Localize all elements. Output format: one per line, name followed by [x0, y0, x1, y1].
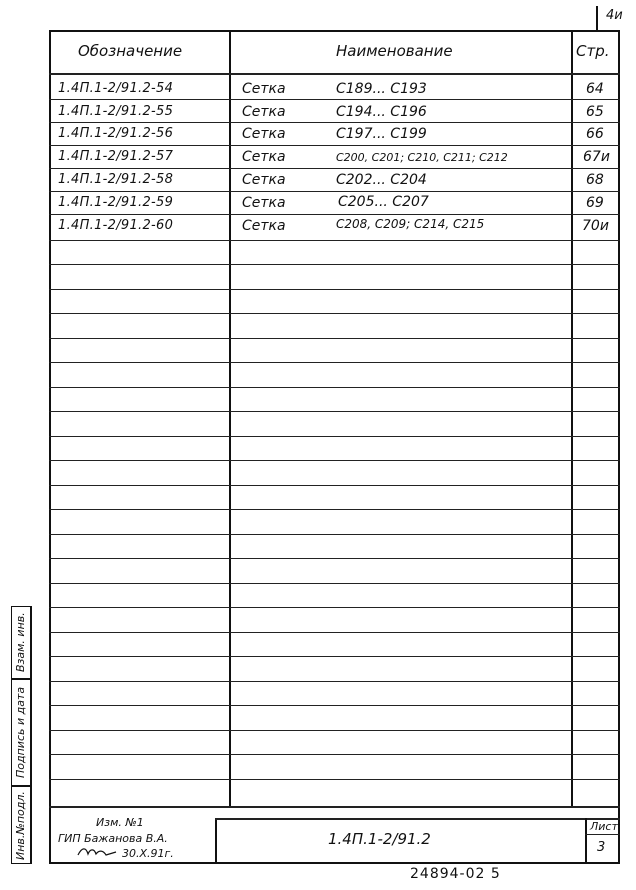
chief-engineer-line: ГИП Бажанова В.А. — [58, 832, 168, 845]
row-line — [49, 214, 620, 215]
row-item: Сетка — [242, 172, 286, 188]
row-page: 70и — [582, 218, 609, 234]
row-line — [49, 558, 620, 559]
row-line — [49, 779, 620, 780]
row-line — [49, 607, 620, 608]
row-marks: С205... С207 — [338, 194, 429, 210]
row-line — [49, 240, 620, 241]
row-item: Сетка — [242, 104, 286, 120]
row-marks: С208, С209; С214, С215 — [336, 217, 485, 231]
row-line — [49, 362, 620, 363]
row-line — [49, 436, 620, 437]
row-line — [49, 99, 620, 100]
title-block-divider-right — [585, 818, 587, 864]
row-page: 68 — [586, 172, 604, 188]
row-marks: С200, С201; С210, С211; С212 — [336, 151, 508, 164]
revision-note: Изм. №1 — [96, 816, 144, 829]
row-line — [49, 534, 620, 535]
row-page: 64 — [586, 81, 604, 97]
sheet-cell-divider — [585, 834, 620, 835]
row-line — [49, 632, 620, 633]
row-item: Сетка — [242, 81, 286, 97]
signature-date: 30.X.91г. — [122, 847, 174, 860]
header-page: Стр. — [576, 42, 610, 60]
row-code: 1.4П.1-2/91.2-58 — [58, 172, 174, 187]
row-code: 1.4П.1-2/91.2-55 — [58, 104, 174, 119]
sheet-number: 3 — [597, 840, 606, 855]
row-line — [49, 411, 620, 412]
row-item: Сетка — [242, 149, 286, 165]
row-marks: С194... С196 — [336, 104, 427, 120]
row-line — [49, 387, 620, 388]
document-code: 1.4П.1-2/91.2 — [328, 830, 431, 848]
header-name: Наименование — [336, 42, 453, 60]
row-marks: С197... С199 — [336, 126, 427, 142]
row-line — [49, 754, 620, 755]
title-block-inner-top — [215, 818, 620, 820]
row-line — [49, 730, 620, 731]
side-strip-edge — [30, 606, 32, 864]
side-label-inv: Инв.№подл. — [14, 791, 27, 860]
row-page: 65 — [586, 104, 604, 120]
row-line — [49, 122, 620, 123]
row-line — [49, 485, 620, 486]
footer-number: 24894-02 5 — [410, 866, 501, 882]
row-code: 1.4П.1-2/91.2-60 — [58, 218, 174, 233]
row-line — [49, 313, 620, 314]
row-item: Сетка — [242, 195, 286, 211]
row-item: Сетка — [242, 218, 286, 234]
row-line — [49, 509, 620, 510]
column-divider-1 — [229, 30, 231, 807]
row-line — [49, 460, 620, 461]
row-line — [49, 656, 620, 657]
side-label-signature: Подпись и дата — [14, 686, 27, 778]
row-page: 66 — [586, 126, 604, 142]
row-line — [49, 705, 620, 706]
row-line — [49, 681, 620, 682]
row-code: 1.4П.1-2/91.2-54 — [58, 81, 174, 96]
row-item: Сетка — [242, 126, 286, 142]
row-marks: С202... С204 — [336, 172, 427, 188]
corner-bracket-line — [596, 6, 598, 30]
row-marks: С189... С193 — [336, 81, 427, 97]
row-code: 1.4П.1-2/91.2-57 — [58, 149, 174, 164]
header-designation: Обозначение — [78, 42, 183, 60]
row-line — [49, 583, 620, 584]
row-line — [49, 191, 620, 192]
side-label-replaces: Взам. инв. — [14, 612, 27, 672]
row-code: 1.4П.1-2/91.2-59 — [58, 195, 174, 210]
column-divider-2 — [571, 30, 573, 807]
row-line — [49, 289, 620, 290]
title-block-divider-left — [215, 818, 217, 864]
signature-scribble — [76, 845, 118, 859]
header-underline — [49, 73, 620, 75]
corner-label: 4и — [606, 8, 623, 23]
row-code: 1.4П.1-2/91.2-56 — [58, 126, 174, 141]
row-line — [49, 264, 620, 265]
row-page: 67и — [583, 149, 610, 165]
row-line — [49, 168, 620, 169]
row-page: 69 — [586, 195, 604, 211]
sheet-label: Лист — [590, 820, 618, 833]
title-block-top-line — [49, 806, 620, 808]
row-line — [49, 145, 620, 146]
row-line — [49, 338, 620, 339]
